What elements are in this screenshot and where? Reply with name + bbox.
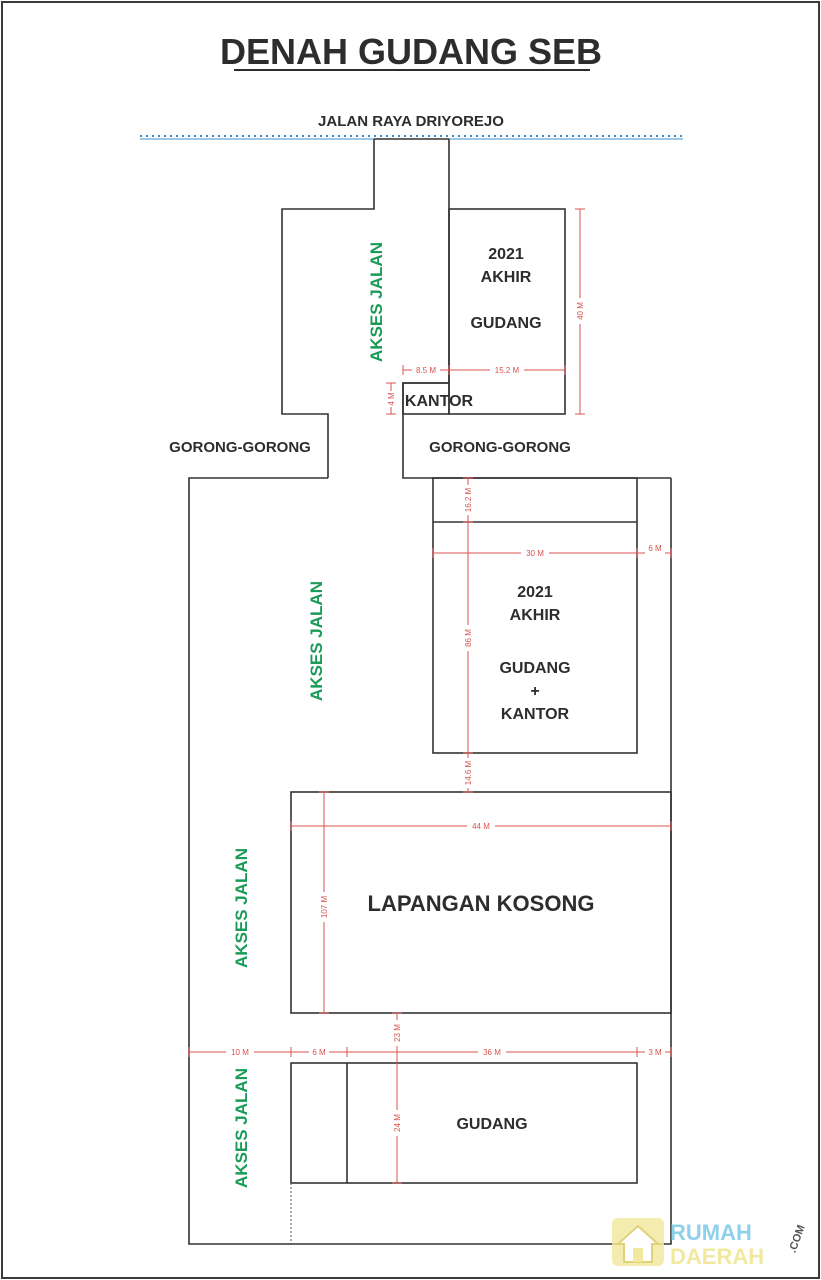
- kantor-label: KANTOR: [404, 393, 474, 410]
- dim-label-16-2m: 16.2 M: [464, 487, 473, 513]
- watermark-suffix: .COM: [786, 1223, 808, 1255]
- dim-label-30m: 30 M: [526, 549, 544, 558]
- dim-label-10m: 10 M: [231, 1048, 249, 1057]
- upper-access-right-edge: [403, 139, 671, 478]
- dim-label-24m: 24 M: [393, 1114, 402, 1132]
- gorong-gorong-label-right: GORONG-GORONG: [429, 439, 571, 456]
- akses-jalan-label-4: AKSES JALAN: [232, 1068, 251, 1188]
- dim-label-15-2m: 15.2 M: [494, 366, 520, 375]
- dim-label-14-6m: 14.6 M: [464, 760, 473, 786]
- page-frame: [2, 2, 819, 1278]
- plan-title: DENAH GUDANG SEB: [219, 31, 603, 72]
- house-door-icon: [633, 1248, 643, 1262]
- upper-year-label: 2021: [488, 246, 524, 263]
- dim-label-3m: 3 M: [648, 1048, 662, 1057]
- middle-year-label: 2021: [517, 584, 553, 601]
- watermark-line-2: DAERAH: [670, 1244, 765, 1269]
- rumah-daerah-watermark: [612, 1218, 808, 1269]
- lapangan-kosong-label: LAPANGAN KOSONG: [367, 891, 595, 916]
- middle-plus-label: +: [530, 683, 540, 700]
- upper-akhir-label: AKHIR: [480, 269, 532, 286]
- dim-label-6m-right: 6 M: [648, 544, 662, 553]
- dim-label-6m-lower: 6 M: [312, 1048, 326, 1057]
- watermark-line-1: RUMAH: [670, 1220, 752, 1245]
- dim-label-40m: 40 M: [576, 302, 585, 320]
- akses-jalan-label-2: AKSES JALAN: [307, 581, 326, 701]
- dim-label-44m: 44 M: [472, 822, 490, 831]
- upper-access-left-edge: [282, 139, 374, 478]
- akses-jalan-label-1: AKSES JALAN: [367, 242, 386, 362]
- middle-akhir-label: AKHIR: [509, 607, 561, 624]
- dim-label-86m: 86 M: [464, 629, 473, 647]
- gorong-gorong-label-left: GORONG-GORONG: [169, 439, 311, 456]
- road-label: JALAN RAYA DRIYOREJO: [318, 113, 504, 130]
- lower-gudang-label: GUDANG: [456, 1116, 528, 1133]
- upper-gudang-label: GUDANG: [470, 315, 542, 332]
- middle-gudang-label: GUDANG: [499, 660, 571, 677]
- middle-kantor-label: KANTOR: [500, 706, 570, 723]
- upper-gudang-building: [449, 209, 565, 414]
- main-lot-outline: [189, 478, 671, 1244]
- dim-label-107m: 107 M: [320, 895, 329, 919]
- dim-label-23m: 23 M: [393, 1024, 402, 1042]
- dim-label-36m: 36 M: [483, 1048, 501, 1057]
- dim-label-8-5m: 8.5 M: [415, 366, 437, 375]
- dim-label-4m: 4 M: [387, 392, 396, 406]
- akses-jalan-label-3: AKSES JALAN: [232, 848, 251, 968]
